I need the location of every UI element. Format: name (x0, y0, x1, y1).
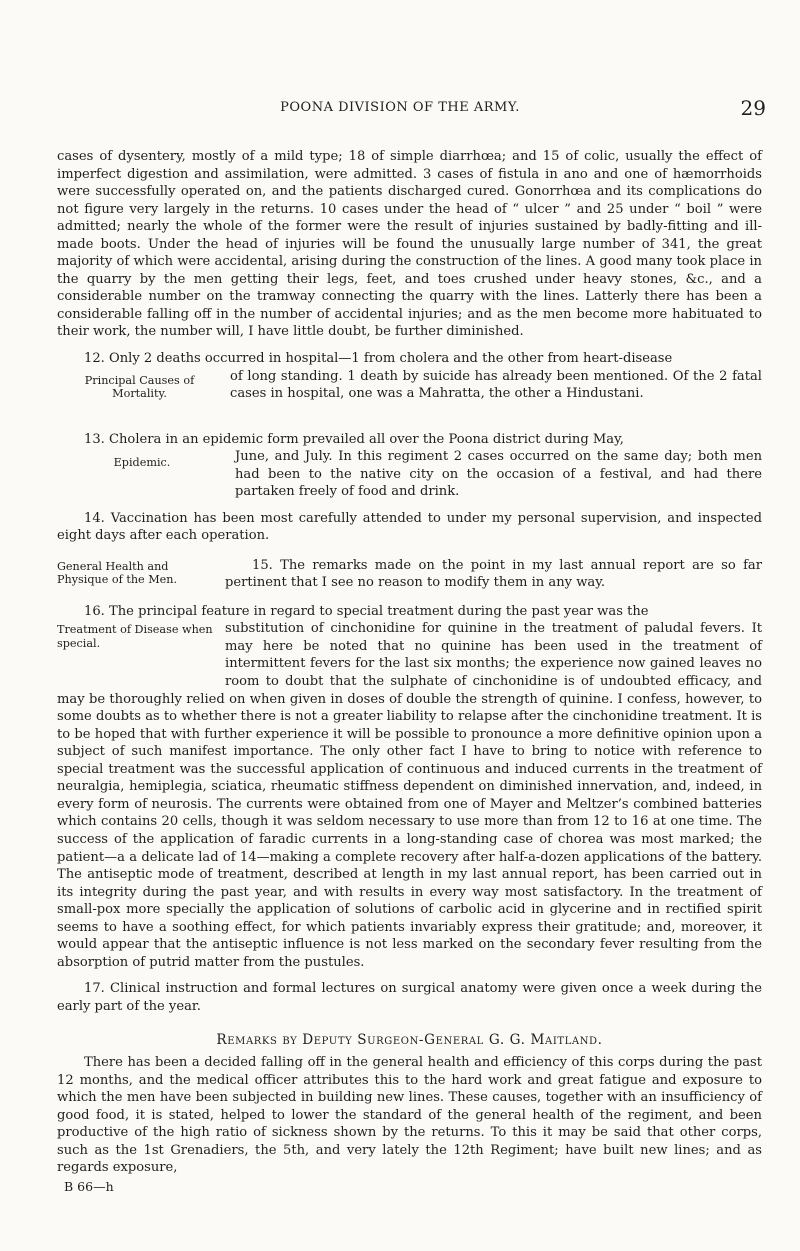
paragraph-12-body: of long standing. 1 death by suicide has already been mentioned. Of the 2 fatal cases in hospital, one was a Mahratta, the other a Hindustani. (230, 368, 762, 402)
paragraph-16-body: substitution of cinchonidine for quinine in the treatment of paludal fevers. It may here be noted that no quinine has been used in the treatment of intermittent fevers for the last six months; the experience now gained leaves no room to doubt that the sulphate of cinchonidine is of undoubted efficacy, and may be thoroughly relied on when given in doses of double the strength of quinine. I confess, however, to some doubts as to whether there is not a greater liability to relapse after the cinchonidine treatment. It is to be hoped that with further experience it will be possible to pronounce a more definitive opinion upon a subject of such manifest importance. The only other fact I have to bring to notice with reference to special treatment was the successful application of continuous and induced currents in the treatment of neuralgia, hemiplegia, sciatica, rheumatic stiffness dependent on diminished innervation, and, indeed, in every form of neurosis. The currents were obtained from one of Mayer and Meltzer’s combined batteries which contains 20 cells, though it was seldom necessary to use more than from 12 to 16 at one time. The success of the application of faradic currents in a long-standing case of chorea was most marked; the patient—a a delicate lad of 14—making a complete recovery after half-a-dozen applications of the battery. The antiseptic mode of treatment, described at length in my last annual report, has been carried out in its integrity during the past year, and with results in every way most satisfactory. In the treatment of small-pox more specially the application of solutions of carbolic acid in glycerine and in rectified spirit seems to have a soothing effect, for which patients invariably express their gratitude; and, moreover, it would appear that the antiseptic influence is not less marked on the secondary fever resulting from the absorption of putrid matter from the pustules. (57, 621, 762, 970)
paragraph-13-lead: 13. Cholera in an epidemic form prevailed all over the Poona district during May, (84, 431, 624, 447)
sidenote-treatment: Treatment of Disease when special. (57, 623, 213, 650)
signature-mark: B 66—h (64, 1178, 114, 1194)
sidenote-principal-causes: Principal Causes of Mortality. (84, 373, 195, 401)
paragraph-13-body: June, and July. In this regiment 2 cases occurred on the same day; both men had been to the native city on the occasion of a festival, and had there partaken freely of food and drink. (235, 449, 762, 500)
sidenote-general-health: General Health and Physique of the Men. (57, 559, 178, 587)
paragraph-15: 15. The remarks made on the point in my last annual report are so far pertinent that I see no reason to modify them in any way. (225, 557, 762, 591)
paragraph-remarks: There has been a decided falling off in the general health and efficiency of this corps during the past 12 months, and the medical officer attributes this to the hard work and great fatigue and exposure to which the men have been subjected in building new lines. These causes, together with an insufficiency of good food, it is stated, helped to lower the standard of the general health of the regiment, and been productive of the high ratio of sickness shown by the returns. To this it may be said that other corps, such as the 1st Grenadiers, the 5th, and very lately the 12th Regiment; have built new lines; and as regards exposure, (57, 1054, 762, 1176)
section-title-remarks: Remarks by Deputy Surgeon-General G. G. Maitland. (216, 1032, 603, 1049)
paragraph-continued: cases of dysentery, mostly of a mild type; 18 of simple diarrhœa; and 15 of colic, usually the effect of imperfect digestion and assimilation, were admitted. 3 cases of fistula in ano and one of hæmorrhoids were successfully operated on, and the patients discharged cured. Gonorrhœa and its complications do not figure very largely in the returns. 10 cases under the head of “ ulcer ” and 25 under “ boil ” were admitted; nearly the whole of the former were the result of injuries sustained by badly-fitting and ill-made boots. Under the head of injuries will be found the unusually large number of 341, the great majority of which were accidental, arising during the construction of the lines. A good many took place in the quarry by the men getting their legs, feet, and toes crushed under heavy stones, &c., and a considerable number on the tramway connecting the quarry with the lines. Latterly there has been a considerable falling off in the number of accidental injuries; and as the men become more habituated to their work, the number will, I have little doubt, be further diminished. (57, 149, 762, 340)
page-header (0, 96, 800, 126)
page-number: 29 (740, 96, 766, 120)
paragraph-17: 17. Clinical instruction and formal lectures on surgical anatomy were given once a week during the early part of the year. (57, 981, 762, 1014)
sidenote-epidemic: Epidemic. (113, 456, 171, 470)
paragraph-16-lead: 16. The principal feature in regard to special treatment during the past year was the (84, 603, 649, 619)
running-head: POONA DIVISION OF THE ARMY. (280, 100, 520, 115)
page-body (57, 148, 762, 1195)
paragraph-14: 14. Vaccination has been most carefully attended to under my personal supervision, and inspected eight days after each operation. (57, 510, 762, 544)
paragraph-12-lead: 12. Only 2 deaths occurred in hospital—1 from cholera and the other from heart-disease (84, 351, 673, 367)
